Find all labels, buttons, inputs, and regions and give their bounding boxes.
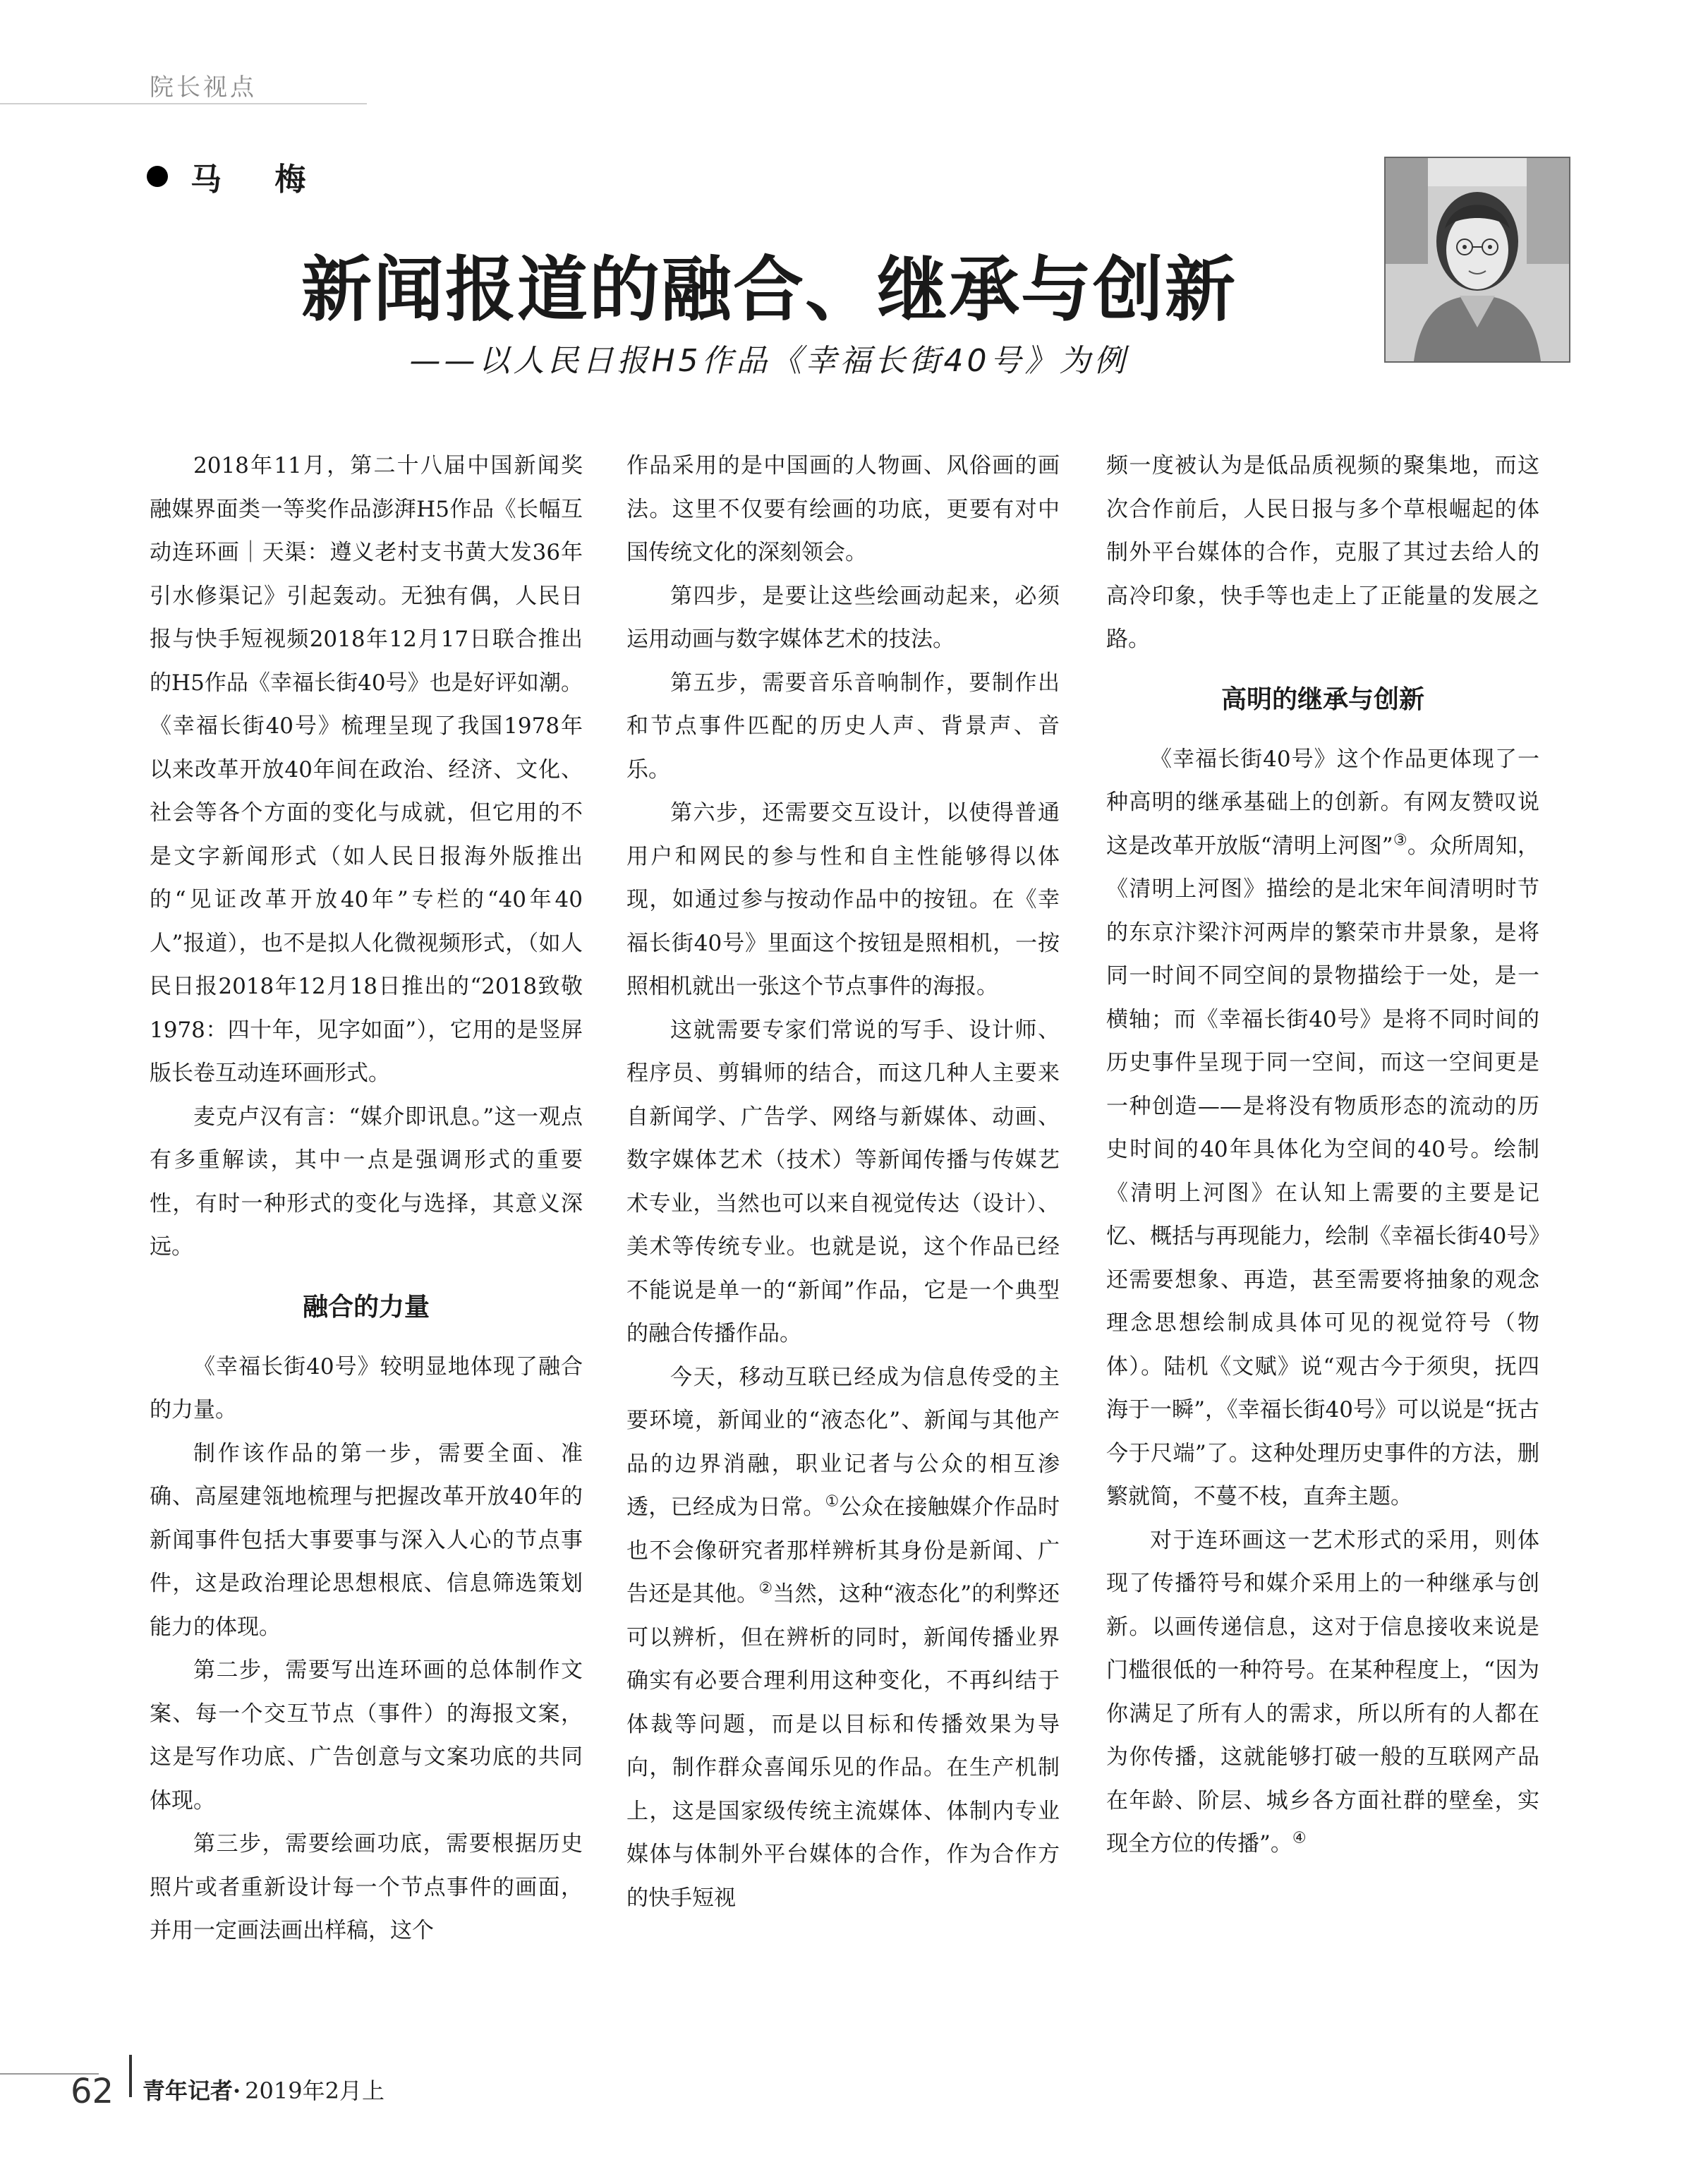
- header-divider: [0, 103, 367, 104]
- page-number: 62: [71, 2072, 114, 2111]
- paragraph: 制作该作品的第一步，需要全面、准确、高屋建瓴地梳理与把握改革开放40年的新闻事件包括大事要事与深入人心的节点事件，这是政治理论思想根底、信息筛选策划能力的体现。: [150, 1440, 583, 1640]
- paragraph: 2018年11月，第二十八届中国新闻奖融媒界面类一等奖作品澎湃H5作品《长幅互动连环画｜天渠：遵义老村支书黄大发36年引水修渠记》引起轰动。无独有偶，人民日报与快手短视频2018年12月17日联合推出的H5作品《幸福长街40号》也是好评如潮。《幸福长街40号》梳理呈现了我国1978年以来改革开放40年间在政治、经济、文化、社会等各个方面的变化与成就，但它用的不是文字新闻形式（如人民日报海外版推出的“见证改革开放40年”专栏的“40年40人”报道），也不是拟人化微视频形式，（如人民日报2018年12月18日推出的“2018致敬1978：四十年，见字如面”），它用的是竖屏版长卷互动连环画形式。: [150, 453, 583, 1086]
- paragraph: 这就需要专家们常说的写手、设计师、程序员、剪辑师的结合，而这几种人主要来自新闻学、广告学、网络与新媒体、动画、数字媒体艺术（技术）等新闻传播与传媒艺术专业，当然也可以来自视觉传达（设计）、美术等传统专业。也就是说，这个作品已经不能说是单一的“新闻”作品，它是一个典型的融合传播作品。: [626, 1017, 1060, 1346]
- author-name: 马 梅: [190, 162, 327, 198]
- paragraph: 第六步，还需要交互设计，以使得普通用户和网民的参与性和自主性能够得以体现，如通过参与按动作品中的按钮。在《幸福长街40号》里面这个按钮是照相机，一按照相机就出一张这个节点事件的海报。: [626, 800, 1060, 999]
- paragraph: 第三步，需要绘画功底，需要根据历史照片或者重新设计每一个节点事件的画面，并用一定画法画出样稿，这个: [150, 1831, 583, 1943]
- paragraph-text: 《幸福长街40号》这个作品更体现了一种高明的继承基础上的创新。有网友赞叹说这是改革开放版“清明上河图”: [1106, 746, 1539, 859]
- portrait-illustration: [1386, 158, 1569, 361]
- text-column-1: [150, 445, 583, 1953]
- paragraph: 第四步，是要让这些绘画动起来，必须运用动画与数字媒体艺术的技法。: [626, 583, 1060, 652]
- paragraph: 频一度被认为是低品质视频的聚集地，而这次合作前后，人民日报与多个草根崛起的体制外平台媒体的合作，克服了其过去给人的高冷印象，快手等也走上了正能量的发展之路。: [1106, 453, 1539, 652]
- footnote-ref: ①: [825, 1492, 840, 1511]
- footnote-ref: ②: [758, 1579, 773, 1598]
- paragraph: 《幸福长街40号》较明显地体现了融合的力量。: [150, 1353, 583, 1423]
- article-title: 新闻报道的融合、继承与创新: [301, 248, 1237, 331]
- footnote-ref: ③: [1393, 831, 1407, 850]
- paragraph: [1106, 738, 1539, 1519]
- paragraph: [626, 1356, 1060, 1921]
- article-subtitle: ——以人民日报H5作品《幸福长街40号》为例: [409, 343, 1129, 379]
- paragraph: 第五步，需要音乐音响制作，要制作出和节点事件匹配的历史人声、背景声、音乐。: [626, 670, 1060, 783]
- section-label: 院长视点: [150, 73, 257, 102]
- paragraph: [1106, 1519, 1539, 1866]
- journal-name: 青年记者·: [143, 2077, 241, 2104]
- paragraph-text: 对于连环画这一艺术形式的采用，则体现了传播符号和媒介采用上的一种继承与创新。以画传递信息，这对于信息接收来说是门槛很低的一种符号。在某种程度上，“因为你满足了所有人的需求，所以所有的人都在为你传播，这就能够打破一般的互联网产品在年龄、阶层、城乡各方面社群的壁垒，实现全方位的传播”。: [1106, 1527, 1539, 1857]
- paragraph: 麦克卢汉有言：“媒介即讯息。”这一观点有多重解读，其中一点是强调形式的重要性，有时一种形式的变化与选择，其意义深远。: [150, 1104, 583, 1260]
- footer-separator: [129, 2055, 132, 2097]
- paragraph: 作品采用的是中国画的人物画、风俗画的画法。这里不仅要有绘画的功底，更要有对中国传统文化的深刻领会。: [626, 453, 1060, 565]
- author-portrait: [1384, 157, 1570, 363]
- paragraph-text: 公众在接触媒介作品时也不会像研究者那样辨析其身份是新闻、广告还是其他。: [626, 1495, 1060, 1607]
- text-column-3: [1106, 445, 1539, 1866]
- footnote-ref: ④: [1292, 1829, 1307, 1847]
- author-line: [147, 154, 327, 199]
- text-column-2: [626, 445, 1060, 1920]
- paragraph: 第二步，需要写出连环画的总体制作文案、每一个交互节点（事件）的海报文案，这是写作功底、广告创意与文案功底的共同体现。: [150, 1658, 583, 1813]
- paragraph-text: 今天，移动互联已经成为信息传受的主要环境，新闻业的“液态化”、新闻与其他产品的边界消融，职业记者与公众的相互渗透，已经成为日常。: [626, 1364, 1060, 1520]
- journal-footer: [143, 2073, 384, 2106]
- paragraph-text: 。众所周知，《清明上河图》描绘的是北宋年间清明时节的东京汴梁汴河两岸的繁荣市井景象，是将同一时间不同空间的景物描绘于一处，是一横轴；而《幸福长街40号》是将不同时间的历史事件呈现于同一空间，而这一空间更是一种创造——是将没有物质形态的流动的历史时间的40年具体化为空间的40号。绘制《清明上河图》在认知上需要的主要是记忆、概括与再现能力，绘制《幸福长街40号》还需要想象、再造，甚至需要将抽象的观念理念思想绘制成具体可见的视觉符号（物体）。陆机《文赋》说“观古今于须臾，抚四海于一瞬”，《幸福长街40号》可以说是“抚古今于尺端”了。这种处理历史事件的方法，删繁就简，不蔓不枝，直奔主题。: [1106, 833, 1539, 1509]
- issue-date: 2019年2月上: [245, 2077, 384, 2104]
- section-heading: 融合的力量: [302, 1292, 430, 1322]
- bullet-dot-icon: [147, 166, 168, 187]
- paragraph-text: 当然，这种“液态化”的利弊还可以辨析，但在辨析的同时，新闻传播业界确实有必要合理利用这种变化，不再纠结于体裁等问题，而是以目标和传播效果为导向，制作群众喜闻乐见的作品。在生产机制上，这是国家级传统主流媒体、体制内专业媒体与体制外平台媒体的合作，作为合作方的快手短视: [626, 1581, 1060, 1911]
- section-heading: 高明的继承与创新: [1221, 684, 1424, 714]
